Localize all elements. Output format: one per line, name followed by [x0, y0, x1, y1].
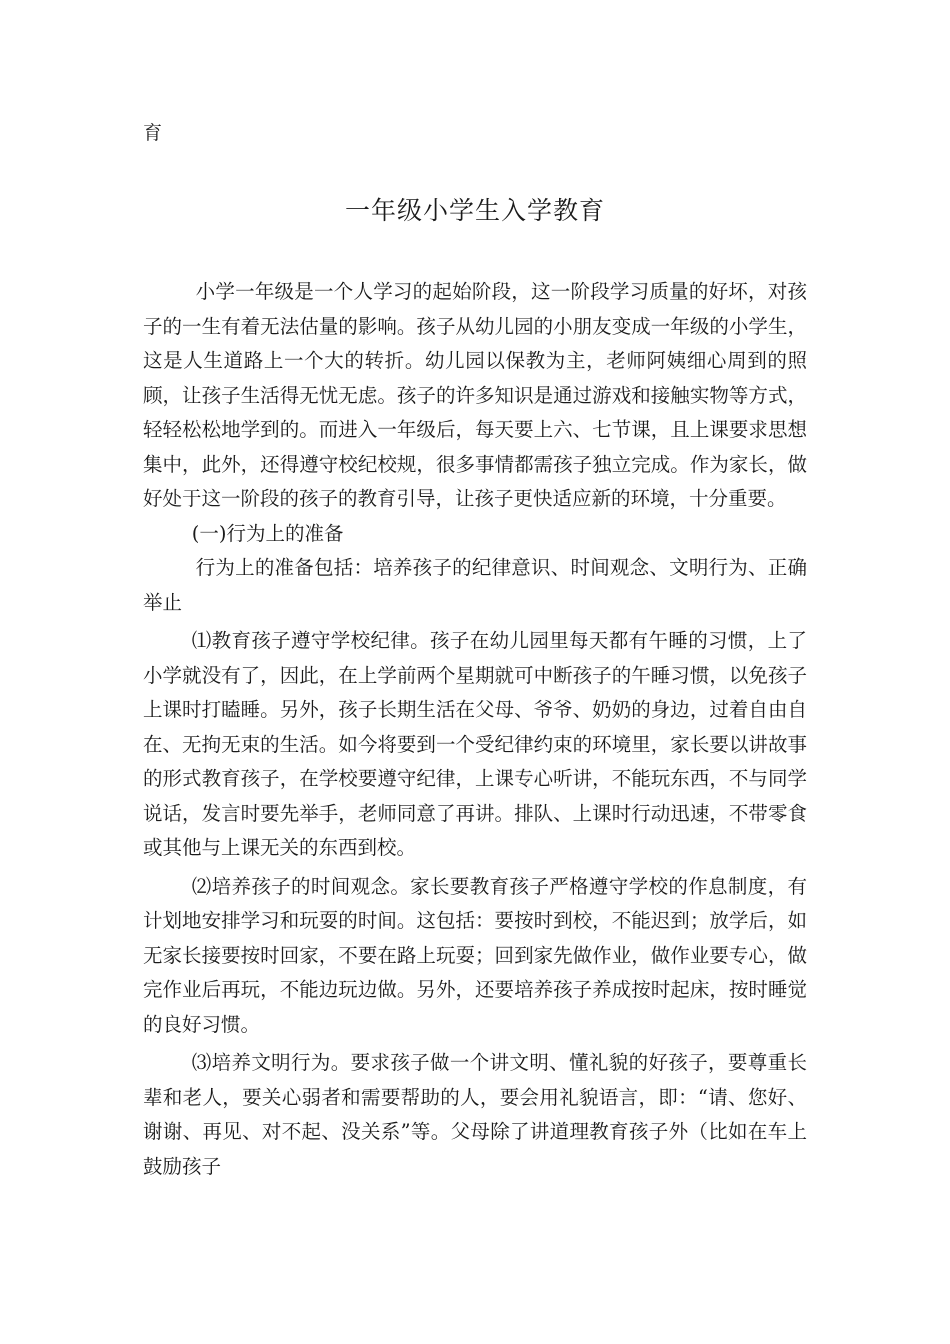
civility-paragraph: ⑶培养文明行为。要求孩子做一个讲文明、懂礼貌的好孩子，要尊重长辈和老人，要关心弱者和需要帮助的人，要会用礼貌语言，即：“请、您好、谢谢、再见、对不起、没关系”等。父母除了讲道理教育孩子外（比如在车上鼓励孩子	[143, 1051, 807, 1178]
carry-over-text: 育	[143, 122, 163, 144]
document-body	[143, 275, 807, 1184]
intro-paragraph: 小学一年级是一个人学习的起始阶段，这一阶段学习质量的好坏，对孩子的一生有着无法估量的影响。孩子从幼儿园的小朋友变成一年级的小学生，这是人生道路上一个大的转折。幼儿园以保教为主，老师阿姨细心周到的照顾，让孩子生活得无忧无虑。孩子的许多知识是通过游戏和接触实物等方式，轻轻松松地学到的。而进入一年级后，每天要上六、七节课，且上课要求思想集中，此外，还得遵守校纪校规，很多事情都需孩子独立完成。作为家长，做好处于这一阶段的孩子的教育引导，让孩子更快适应新的环境，十分重要。	[143, 280, 807, 510]
time-concept-paragraph: ⑵培养孩子的时间观念。家长要教育孩子严格遵守学校的作息制度，有计划地安排学习和玩耍的时间。这包括：要按时到校，不能迟到；放学后，如无家长接要按时回家，不要在路上玩耍；回到家先做作业，做作业要专心，做完作业后再玩，不能边玩边做。另外，还要培养孩子养成按时起床，按时睡觉的良好习惯。	[143, 874, 807, 1036]
document-title: 一年级小学生入学教育	[344, 196, 605, 225]
discipline-paragraph: ⑴教育孩子遵守学校纪律。孩子在幼儿园里每天都有午睡的习惯，上了小学就没有了，因此，在上学前两个星期就可中断孩子的午睡习惯，以免孩子上课时打瞌睡。另外，孩子长期生活在父母、爷爷、奶奶的身边，过着自由自在、无拘无束的生活。如今将要到一个受纪律约束的环境里，家长要以讲故事的形式教育孩子，在学校要遵守纪律，上课专心听讲，不能玩东西，不与同学说话，发言时要先举手，老师同意了再讲。排队、上课时行动迅速，不带零食或其他与上课无关的东西到校。	[143, 629, 807, 859]
behavior-summary-paragraph: 行为上的准备包括：培养孩子的纪律意识、时间观念、文明行为、正确举止	[143, 556, 807, 614]
section-heading-behavior: (一)行为上的准备	[191, 521, 344, 545]
